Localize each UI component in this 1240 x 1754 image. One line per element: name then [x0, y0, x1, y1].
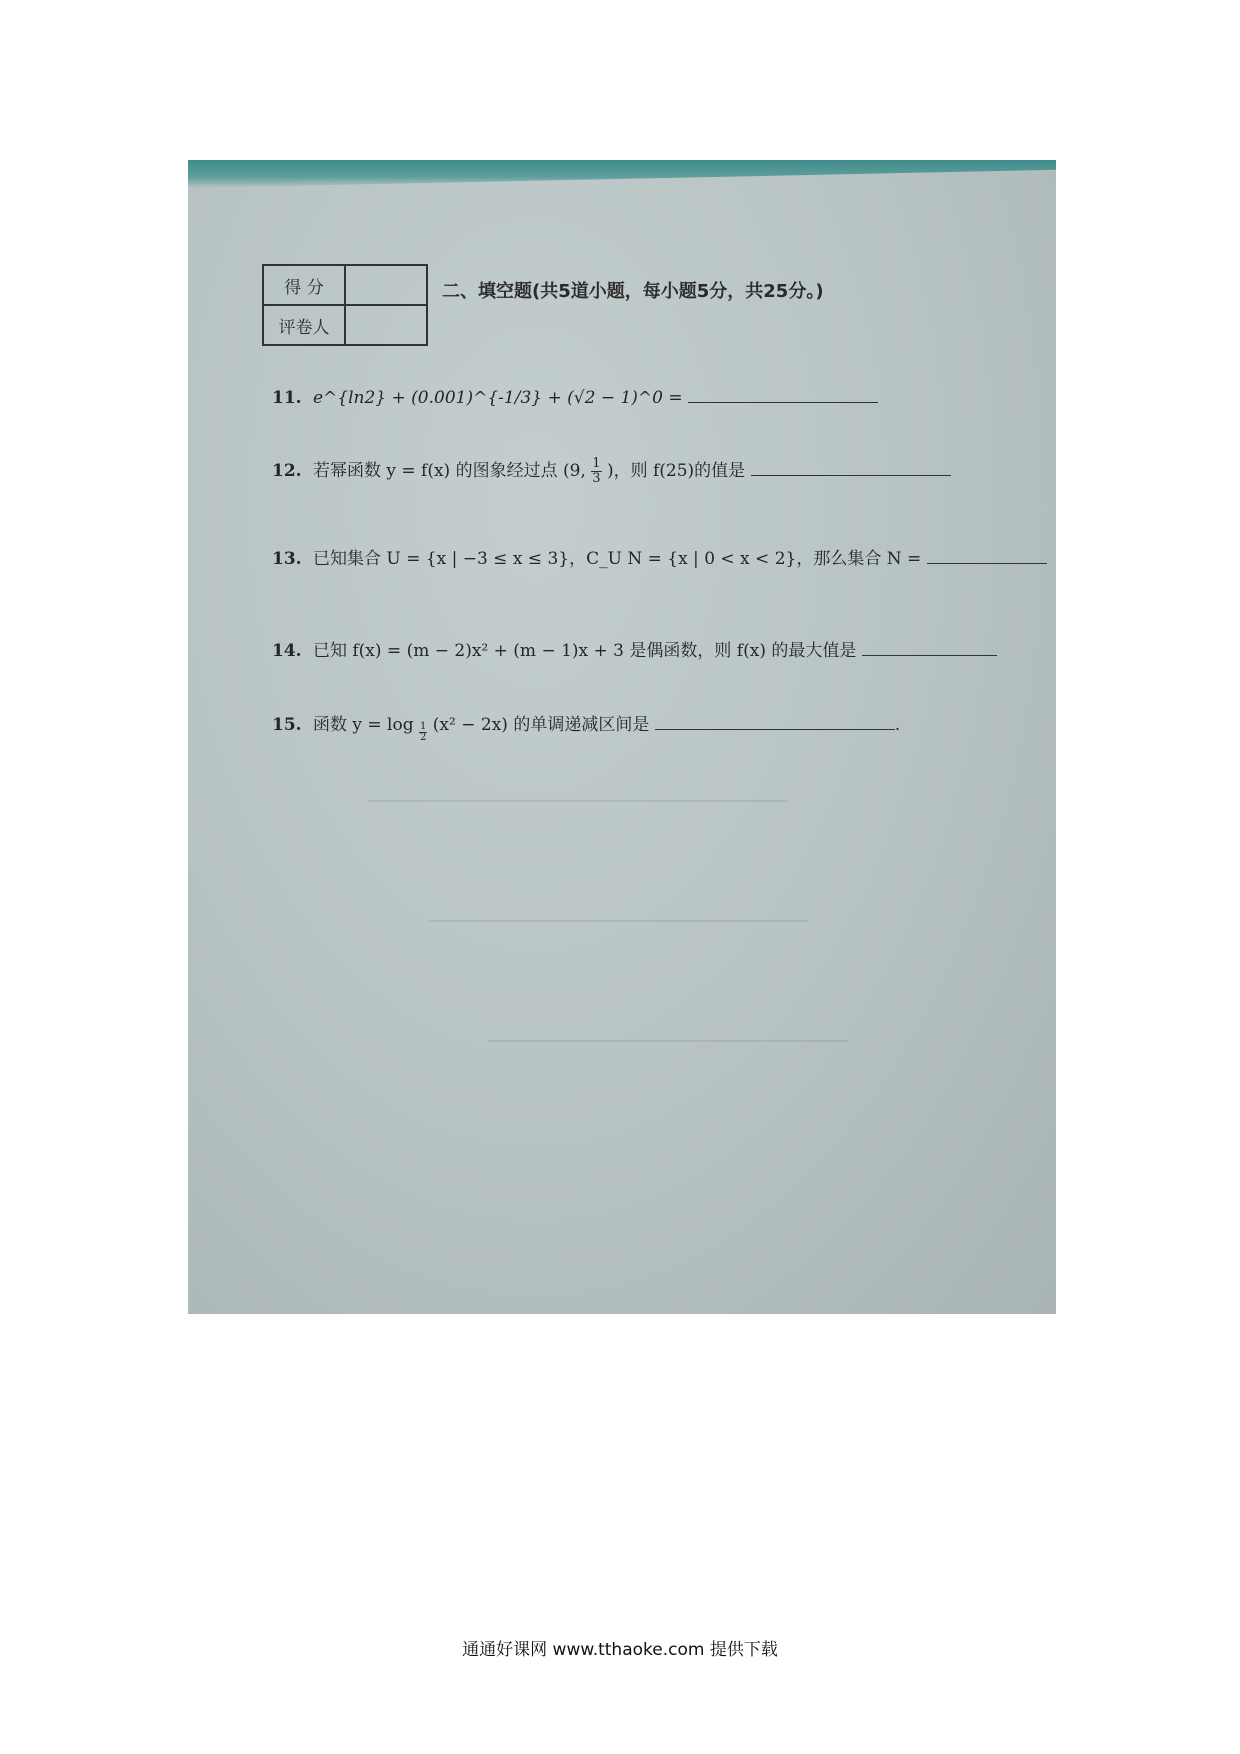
question-12	[272, 456, 951, 486]
question-number: 15.	[272, 715, 302, 735]
question-text: e^{ln2} + (0.001)^{-1/3} + (√2 − 1)^0 =	[312, 388, 683, 408]
question-text: 已知 f(x) = (m − 2)x² + (m − 1)x + 3 是偶函数，则 f(x) 的最大值是	[312, 641, 857, 661]
question-text: 若幂函数 y = f(x) 的图象经过点 (9,	[312, 461, 592, 481]
question-text: 已知集合 U = {x | −3 ≤ x ≤ 3}，C_U N = {x | 0 < x < 2}，那么集合 N =	[312, 549, 922, 569]
question-text-tail: )，则 f(25)的值是	[606, 461, 746, 481]
section-title: 二、填空题(共5道小题，每小题5分，共25分。)	[442, 281, 824, 302]
question-text-tail: (x² − 2x) 的单调递减区间是	[432, 715, 650, 735]
footer-credit: 通通好课网 www.tthaoke.com 提供下载	[462, 1640, 778, 1660]
question-text: 函数 y = log	[312, 715, 414, 735]
exam-photo	[188, 160, 1056, 1314]
question-14	[272, 636, 997, 661]
log-base-denominator: 2	[420, 732, 427, 743]
fraction-denominator: 3	[592, 471, 601, 486]
score-cell	[345, 265, 427, 305]
fraction-numerator: 1	[592, 456, 601, 471]
desk-edge	[188, 160, 1056, 188]
question-15	[272, 710, 900, 743]
grader-label: 评卷人	[263, 305, 345, 345]
question-number: 14.	[272, 641, 302, 661]
score-label: 得 分	[263, 265, 345, 305]
fraction	[591, 457, 601, 486]
answer-blank[interactable]	[688, 384, 878, 403]
bleed-through-line	[428, 920, 808, 922]
answer-blank[interactable]	[927, 545, 1047, 564]
answer-blank[interactable]	[655, 711, 895, 730]
question-number: 12.	[272, 461, 302, 481]
question-11	[272, 384, 878, 408]
grader-cell	[345, 305, 427, 345]
bleed-through-line	[488, 1040, 848, 1042]
question-number: 11.	[272, 388, 302, 408]
answer-blank[interactable]	[751, 457, 951, 476]
question-13	[272, 544, 1047, 569]
bleed-through-line	[368, 800, 788, 802]
period: .	[894, 715, 901, 735]
score-table	[262, 264, 428, 346]
answer-blank[interactable]	[862, 637, 997, 656]
question-number: 13.	[272, 549, 302, 569]
log-base	[419, 722, 427, 743]
log-base-numerator: 1	[420, 721, 427, 732]
